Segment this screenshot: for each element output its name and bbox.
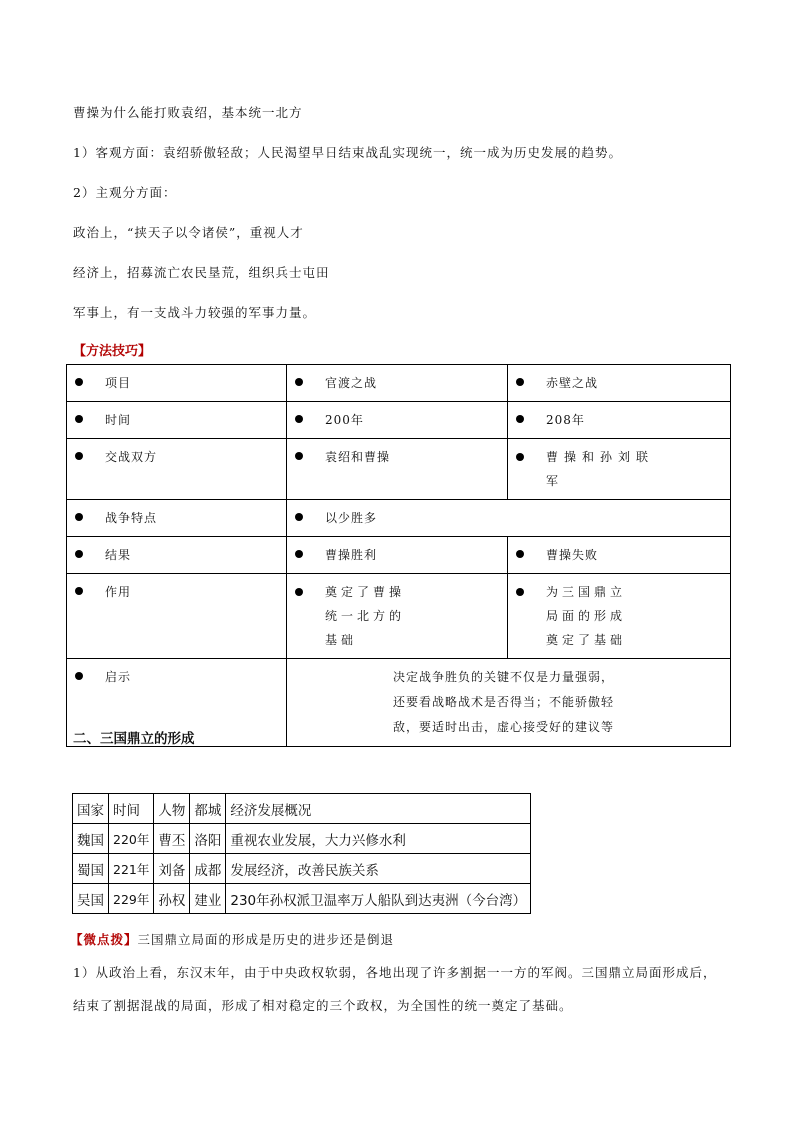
table-cell: 结果 xyxy=(105,548,132,562)
lesson-text: 决定战争胜负的关键不仅是力量强弱， 还要看战略战术是否得当；不能骄傲轻 敌，要适时出击，虚心接受好的建议等 xyxy=(393,670,615,734)
intro-economic: 经济上，招募流亡农民垦荒，组织兵士屯田 xyxy=(73,265,330,280)
table-cell: 蜀国 xyxy=(73,854,109,884)
intro-subjective: 2）主观分方面： xyxy=(73,185,177,200)
table-cell: 战争特点 xyxy=(105,511,158,525)
section-title: 二、三国鼎立的形成 xyxy=(73,731,195,747)
intro-military: 军事上，有一支战斗力较强的军事力量。 xyxy=(73,305,317,320)
table-header: 时间 xyxy=(109,794,154,824)
bullet-icon xyxy=(75,415,83,423)
table-cell: 曹操和孙刘联军 xyxy=(546,450,655,488)
table-cell: 官渡之战 xyxy=(325,376,378,390)
table-cell: 229年 xyxy=(109,884,154,914)
table-cell: 221年 xyxy=(109,854,154,884)
bullet-icon xyxy=(516,588,524,596)
table-cell: 袁绍和曹操 xyxy=(325,450,391,464)
table-cell: 奠定了曹操统一北方的基础 xyxy=(325,585,406,647)
table-cell: 以少胜多 xyxy=(325,511,378,525)
answer-line-2: 结束了割据混战的局面，形成了相对稳定的三个政权，为全国性的统一奠定了基础。 xyxy=(73,998,573,1013)
bullet-icon xyxy=(75,550,83,558)
three-kingdoms-table xyxy=(72,793,531,914)
table-cell: 208年 xyxy=(546,413,585,427)
table-cell: 230年孙权派卫温率万人船队到达夷洲（今台湾） xyxy=(226,884,531,914)
bullet-icon xyxy=(295,452,303,460)
answer-line-1: 1）从政治上看，东汉末年，由于中央政权软弱，各地出现了许多割据一一方的军阀。三国鼎立局面形成后， xyxy=(73,965,717,980)
table-cell: 魏国 xyxy=(73,824,109,854)
intro-objective: 1）客观方面：袁绍骄傲轻敌；人民渴望早日结束战乱实现统一，统一成为历史发展的趋势。 xyxy=(73,145,622,160)
table-cell: 作用 xyxy=(105,585,132,599)
table-row xyxy=(73,884,531,914)
table-cell: 孙权 xyxy=(154,884,190,914)
table-row xyxy=(67,402,731,439)
weidianbo-line xyxy=(70,930,394,948)
table-cell: 重视农业发展，大力兴修水利 xyxy=(226,824,531,854)
table-row xyxy=(67,365,731,402)
table-cell: 交战双方 xyxy=(105,450,158,464)
table-cell: 曹操胜利 xyxy=(325,548,378,562)
methods-title: 【方法技巧】 xyxy=(73,344,152,359)
bullet-icon xyxy=(75,452,83,460)
bullet-icon xyxy=(295,588,303,596)
bullet-icon xyxy=(295,550,303,558)
weidianbo-label: 【微点拨】 xyxy=(70,932,138,947)
table-cell: 吴国 xyxy=(73,884,109,914)
battle-comparison-table xyxy=(66,364,731,747)
table-cell: 为三国鼎立局面的形成奠定了基础 xyxy=(546,585,627,647)
bullet-icon xyxy=(75,672,83,680)
bullet-icon xyxy=(295,378,303,386)
table-cell: 洛阳 xyxy=(190,824,226,854)
bullet-icon xyxy=(295,415,303,423)
intro-political: 政治上，“挟天子以令诸侯”，重视人才 xyxy=(73,225,304,240)
bullet-icon xyxy=(516,550,524,558)
table-header: 国家 xyxy=(73,794,109,824)
bullet-icon xyxy=(516,378,524,386)
table-cell: 赤壁之战 xyxy=(546,376,599,390)
table-row xyxy=(67,500,731,537)
table-header: 人物 xyxy=(154,794,190,824)
table-cell: 项目 xyxy=(105,376,132,390)
table-cell: 启示 xyxy=(105,670,132,684)
weidianbo-question: 三国鼎立局面的形成是历史的进步还是倒退 xyxy=(137,932,395,947)
bullet-icon xyxy=(75,378,83,386)
table-row xyxy=(73,854,531,884)
bullet-icon xyxy=(516,415,524,423)
table-header: 都城 xyxy=(190,794,226,824)
table-row xyxy=(67,537,731,574)
bullet-icon xyxy=(75,587,83,595)
bullet-icon xyxy=(295,513,303,521)
bullet-icon xyxy=(516,453,524,461)
table-cell: 200年 xyxy=(325,413,364,427)
table-cell: 建业 xyxy=(190,884,226,914)
intro-heading: 曹操为什么能打败袁绍，基本统一北方 xyxy=(73,105,303,120)
table-cell: 220年 xyxy=(109,824,154,854)
table-row xyxy=(67,439,731,500)
table-row xyxy=(73,824,531,854)
table-cell: 刘备 xyxy=(154,854,190,884)
table-row xyxy=(67,574,731,659)
table-cell: 时间 xyxy=(105,413,132,427)
table-cell: 成都 xyxy=(190,854,226,884)
table-header-row xyxy=(73,794,531,824)
bullet-icon xyxy=(75,513,83,521)
table-cell: 发展经济，改善民族关系 xyxy=(226,854,531,884)
table-header: 经济发展概况 xyxy=(226,794,531,824)
table-cell: 曹操失败 xyxy=(546,548,599,562)
table-cell: 曹丕 xyxy=(154,824,190,854)
